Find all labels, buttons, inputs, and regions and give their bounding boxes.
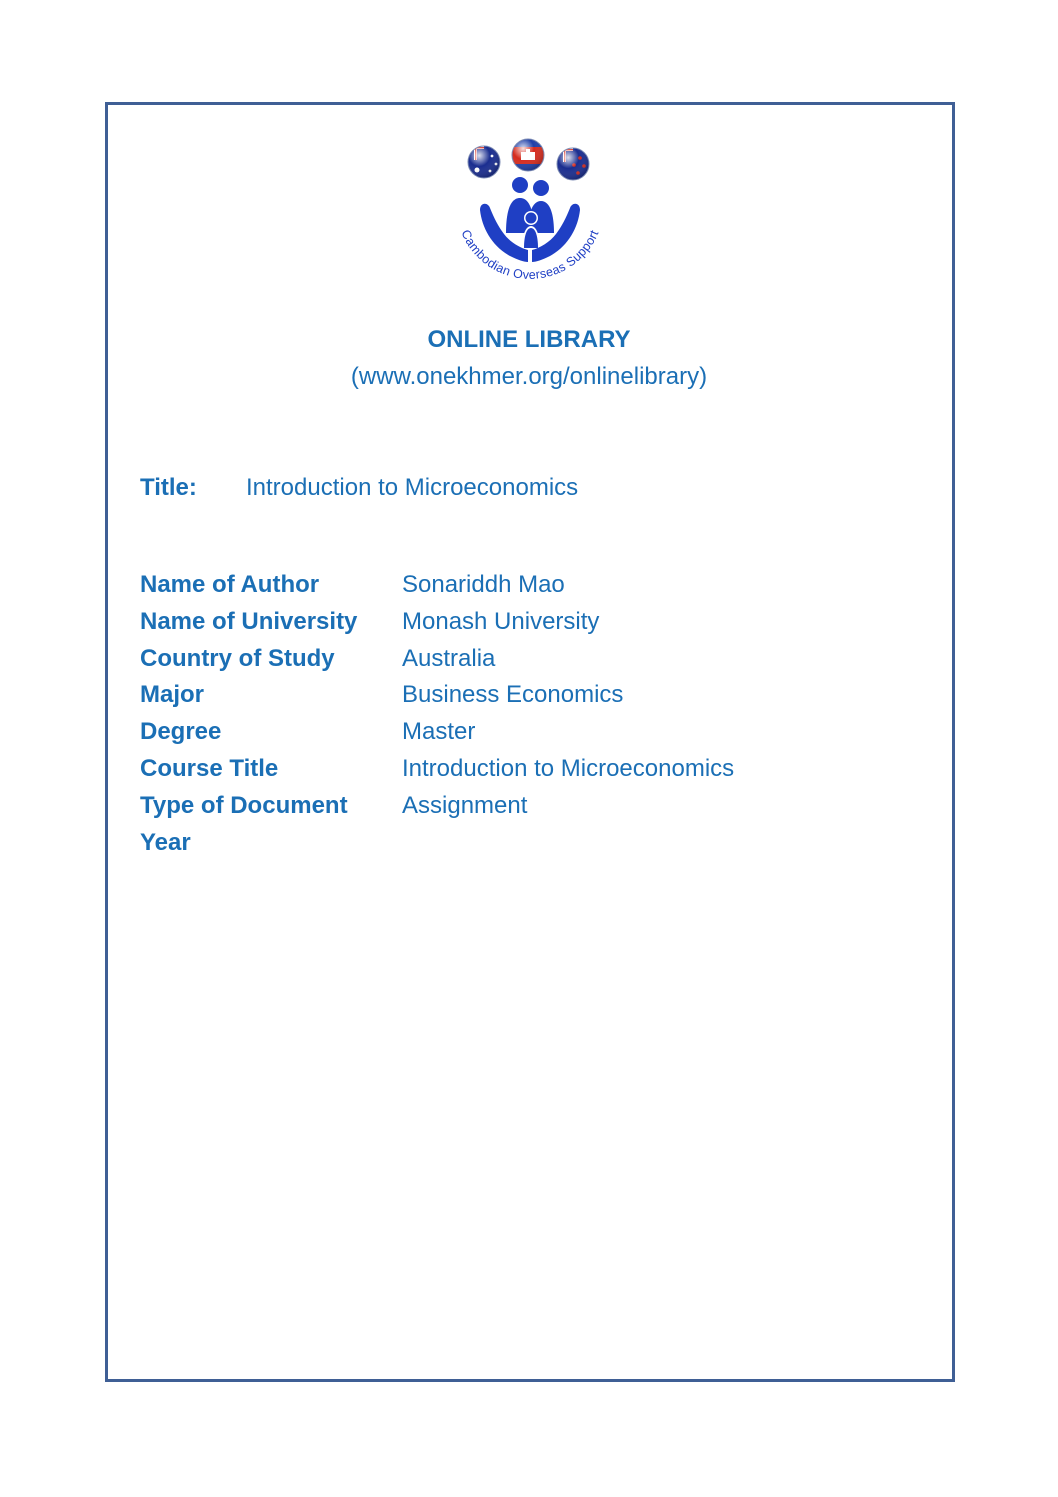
detail-value: Sonariddh Mao <box>402 571 565 598</box>
logo-text: Cambodian Overseas Support <box>458 227 602 282</box>
australia-flag-icon <box>466 144 502 180</box>
detail-value: Assignment <box>402 791 528 819</box>
detail-row-major <box>140 678 734 715</box>
detail-row-country <box>140 642 734 679</box>
detail-label: Type of Document <box>140 791 348 819</box>
detail-label: Course Title <box>140 754 279 782</box>
document-details <box>140 568 734 862</box>
organization-logo <box>440 138 620 323</box>
cambodia-flag-icon <box>510 138 546 174</box>
title-value: Introduction to Microeconomics <box>246 474 579 501</box>
detail-value: Master <box>402 718 476 746</box>
detail-label: Country of Study <box>140 644 335 672</box>
detail-value: Monash University <box>402 607 600 635</box>
library-url: (www.onekhmer.org/onlinelibrary) <box>350 363 708 390</box>
family-icon <box>506 177 554 250</box>
detail-value: Business Economics <box>402 681 624 709</box>
detail-row-degree <box>140 715 734 752</box>
detail-row-doc-type <box>140 789 734 826</box>
detail-label: Year <box>140 828 191 856</box>
detail-row-author <box>140 568 734 605</box>
detail-row-year <box>140 826 734 863</box>
new-zealand-flag-icon <box>555 146 591 182</box>
detail-value: Australia <box>402 644 496 672</box>
detail-label: Degree <box>140 718 222 746</box>
detail-label: Name of Author <box>140 571 320 598</box>
detail-row-university <box>140 605 734 642</box>
detail-value: Introduction to Microeconomics <box>402 754 735 782</box>
library-title: ONLINE LIBRARY <box>427 326 631 353</box>
title-label: Title: <box>140 474 197 501</box>
detail-label: Name of University <box>140 607 358 635</box>
detail-label: Major <box>140 681 205 709</box>
document-title-row <box>140 474 578 502</box>
detail-row-course <box>140 752 734 789</box>
